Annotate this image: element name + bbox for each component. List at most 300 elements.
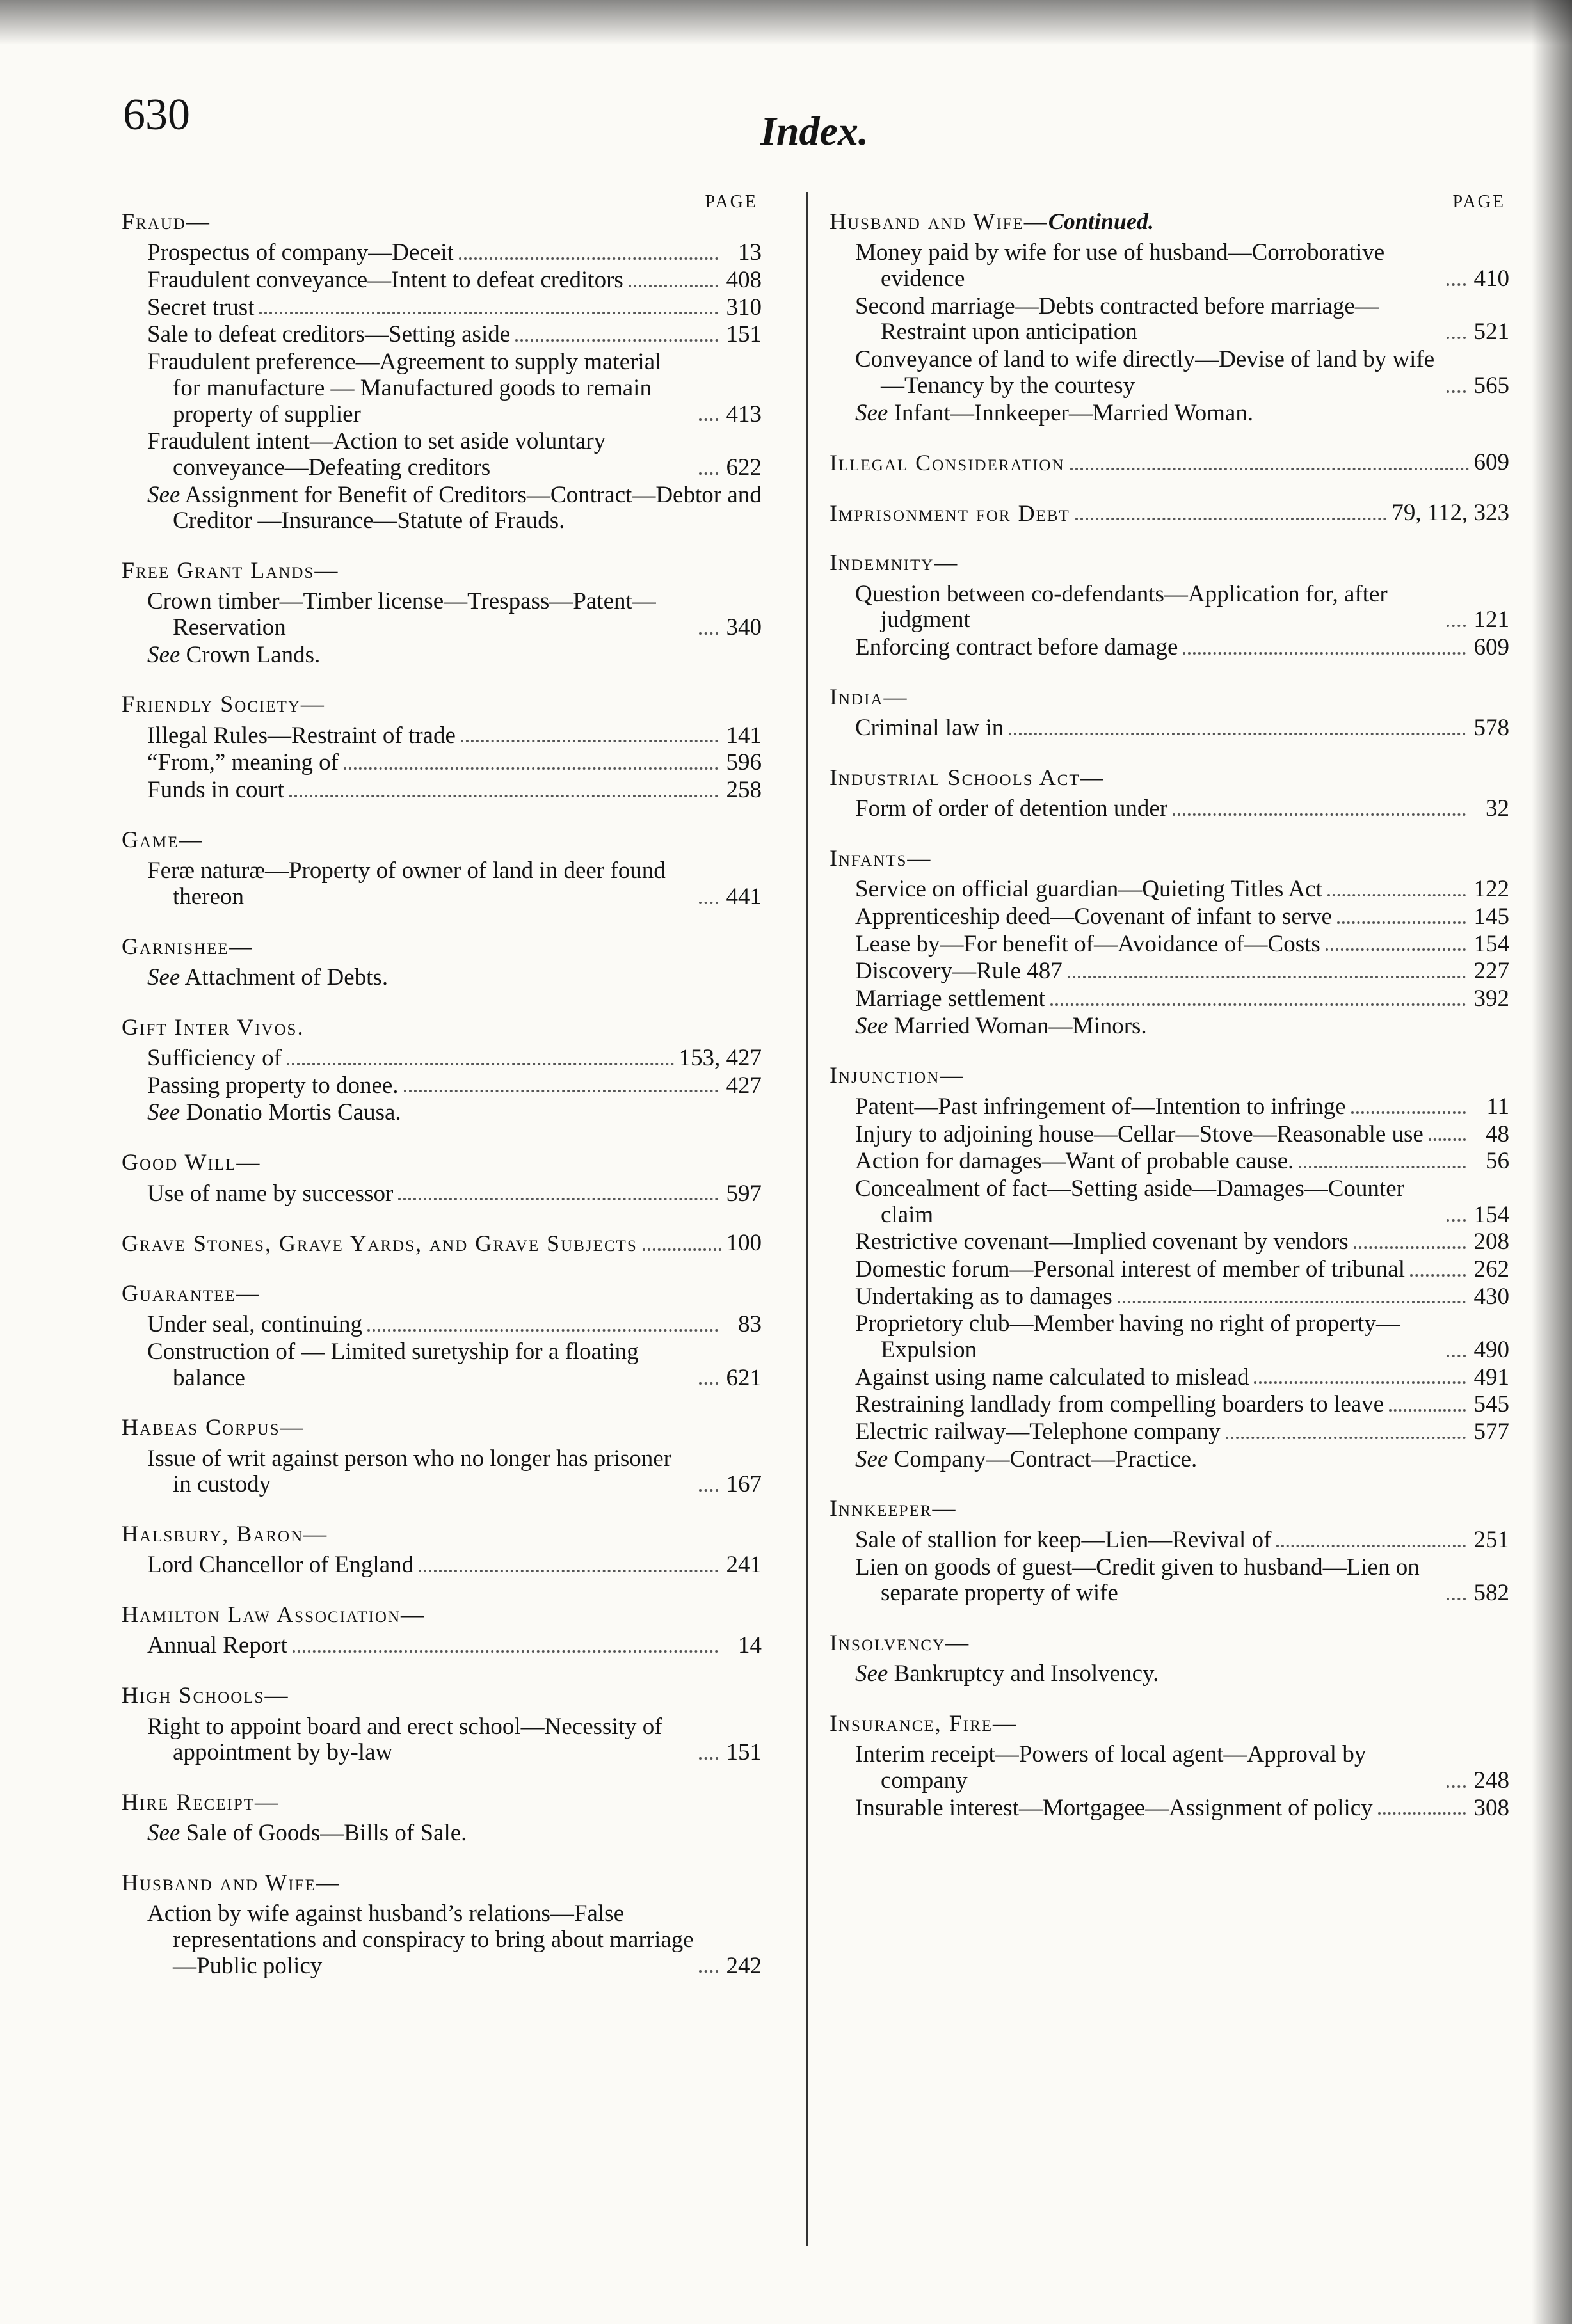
dot-leader — [287, 1063, 674, 1065]
index-entry — [830, 1742, 1509, 1794]
page-reference: 340 — [726, 614, 762, 641]
index-entry-text — [855, 1419, 1221, 1445]
entry-text: Undertaking as to damages — [855, 1283, 1112, 1310]
index-heading-text: Insolvency— — [830, 1629, 970, 1655]
dot-leader — [699, 1970, 718, 1973]
dot-leader — [1447, 1355, 1466, 1357]
dot-leader — [289, 795, 718, 797]
dot-leader — [699, 472, 718, 475]
entry-text: Restrictive covenant—Implied covenant by vendors — [855, 1229, 1349, 1255]
index-entry-text — [147, 1552, 413, 1579]
index-heading-text: Friendly Society— — [122, 691, 325, 717]
dot-leader — [643, 1248, 721, 1251]
index-entry — [122, 1100, 762, 1126]
index-entry — [830, 1311, 1509, 1363]
page-number: 630 — [123, 90, 190, 139]
index-heading — [122, 1789, 762, 1815]
index-entry-text — [147, 1181, 393, 1207]
index-entry — [122, 1633, 762, 1659]
see-reference-text: Crown Lands. — [186, 641, 321, 668]
index-heading — [830, 1630, 1509, 1656]
index-entry-text — [147, 1046, 282, 1072]
page-reference: 430 — [1473, 1283, 1509, 1310]
index-entry-text — [855, 1447, 1509, 1473]
index-entry-text — [147, 1820, 762, 1847]
dot-leader — [1447, 390, 1466, 393]
index-heading — [830, 845, 1509, 872]
index-entry — [122, 349, 762, 427]
entry-text: Illegal Rules—Restraint of trade — [147, 722, 456, 749]
entry-text: Passing property to donee. — [147, 1072, 399, 1099]
entry-text: Concealment of fact—Setting aside—Damages—Counter claim — [855, 1175, 1404, 1228]
index-heading-text: Innkeeper— — [830, 1495, 957, 1522]
index-heading-text: Indemnity— — [830, 550, 959, 576]
page-reference: 441 — [726, 883, 762, 910]
index-entry — [122, 1181, 762, 1207]
entry-text: Insurable interest—Mortgagee—Assignment of policy — [855, 1794, 1373, 1821]
index-heading-text: Imprisonment for Debt — [830, 500, 1070, 526]
index-entry-text — [147, 1446, 694, 1498]
dot-leader — [1378, 1812, 1466, 1815]
index-entry-text — [147, 349, 694, 427]
see-reference-label: See — [855, 1012, 888, 1039]
dot-leader — [1337, 921, 1466, 924]
entry-text: Discovery—Rule 487 — [855, 958, 1063, 985]
index-heading — [122, 827, 762, 853]
index-entry — [830, 932, 1509, 958]
page-reference: 308 — [1473, 1794, 1509, 1821]
page-reference: 521 — [1473, 319, 1509, 346]
index-heading — [122, 557, 762, 584]
index-entry — [122, 1552, 762, 1579]
index-heading — [122, 1602, 762, 1628]
dot-leader — [1326, 948, 1466, 951]
dot-leader — [1183, 652, 1466, 655]
entry-text: “From,” meaning of — [147, 749, 339, 776]
index-entry — [830, 1014, 1509, 1040]
see-reference-text: Bankruptcy and Insolvency. — [894, 1660, 1159, 1687]
index-heading — [830, 209, 1509, 235]
index-entry — [830, 904, 1509, 930]
dot-leader — [1447, 1785, 1466, 1788]
index-heading-text: Insurance, Fire— — [830, 1710, 1018, 1736]
dot-leader — [699, 1382, 718, 1385]
see-reference-text: Assignment for Benefit of Creditors—Contract—Debtor and Creditor —Insurance—Statute of Frauds. — [173, 481, 762, 534]
entry-text: Annual Report — [147, 1632, 287, 1659]
page-reference: 79, 112, 323 — [1392, 499, 1509, 526]
index-entry-text — [855, 1365, 1249, 1391]
page-reference: 410 — [1473, 266, 1509, 292]
page-reference: 310 — [726, 294, 762, 321]
entry-text: Criminal law in — [855, 715, 1004, 742]
dot-leader — [367, 1329, 718, 1332]
dot-leader — [459, 257, 718, 260]
index-entry — [830, 1176, 1509, 1228]
page-reference: 121 — [1473, 607, 1509, 633]
index-entry-text — [147, 240, 454, 266]
entry-text: Service on official guardian—Quieting Titles Act — [855, 876, 1322, 903]
index-entry — [122, 240, 762, 266]
index-heading — [122, 209, 762, 235]
see-reference-label: See — [855, 1660, 888, 1687]
dot-leader — [1070, 468, 1469, 470]
dot-leader — [699, 902, 718, 904]
index-entry — [830, 1527, 1509, 1554]
see-reference-label: See — [147, 1820, 180, 1847]
dot-leader — [1050, 1003, 1466, 1006]
index-heading-text: Gift Inter Vivos. — [122, 1014, 305, 1040]
index-entry-text — [855, 294, 1441, 346]
index-entry-text — [147, 1714, 694, 1766]
index-heading-text: Guarantee— — [122, 1280, 261, 1306]
index-entry-text — [147, 1901, 694, 1979]
see-reference-text: Donatio Mortis Causa. — [186, 1099, 401, 1126]
entry-text: Lord Chancellor of England — [147, 1552, 414, 1579]
index-entry — [122, 267, 762, 294]
dot-leader — [293, 1650, 718, 1653]
see-reference-text: Infant—Innkeeper—Married Woman. — [894, 399, 1254, 426]
see-reference-label: See — [855, 1445, 888, 1472]
index-heading — [830, 500, 1509, 527]
index-entry-text — [855, 1311, 1441, 1363]
page-reference: 154 — [1473, 930, 1509, 957]
index-heading-text: India— — [830, 683, 908, 710]
index-entry — [122, 1073, 762, 1099]
index-entry-text — [855, 932, 1320, 958]
page-reference: 392 — [1473, 985, 1509, 1012]
index-heading — [122, 1230, 762, 1257]
entry-text: Issue of writ against person who no longer has prisoner in custody — [147, 1445, 671, 1498]
index-entry-text — [855, 1661, 1509, 1687]
index-entry — [830, 294, 1509, 346]
index-entry — [830, 401, 1509, 427]
page-reference: 609 — [1473, 634, 1509, 661]
page-reference: 83 — [738, 1311, 762, 1338]
see-reference-text: Attachment of Debts. — [184, 964, 389, 991]
index-heading-text: Good Will— — [122, 1149, 261, 1175]
index-heading-text: Illegal Consideration — [830, 450, 1065, 476]
index-entry-text — [147, 723, 456, 749]
index-entry — [830, 1419, 1509, 1445]
entry-text: Interim receipt—Powers of local agent—Approval by company — [855, 1741, 1367, 1794]
dot-leader — [1354, 1246, 1466, 1249]
index-entry — [830, 1392, 1509, 1418]
page-reference: 153, 427 — [678, 1045, 762, 1072]
page-reference: 491 — [1473, 1364, 1509, 1390]
dot-leader — [1075, 518, 1387, 520]
index-heading — [830, 1062, 1509, 1088]
index-heading-text: Hire Receipt— — [122, 1788, 279, 1815]
index-heading-text: Industrial Schools Act— — [830, 764, 1105, 790]
entry-text: Action by wife against husband’s relations—False representations and conspiracy to bring about marriage—Public policy — [147, 1900, 694, 1979]
entry-text: Against using name calculated to mislead — [855, 1364, 1249, 1390]
index-heading-text: Habeas Corpus— — [122, 1414, 305, 1440]
index-heading — [122, 1870, 762, 1896]
page-reference: 609 — [1473, 449, 1509, 476]
dot-leader — [1447, 337, 1466, 339]
index-heading — [122, 1682, 762, 1708]
entry-text: Secret trust — [147, 294, 255, 321]
page-reference: 578 — [1473, 715, 1509, 742]
entry-text: Action for damages—Want of probable cause. — [855, 1148, 1294, 1175]
index-entry-text — [855, 796, 1167, 822]
dot-leader — [1276, 1545, 1466, 1547]
index-heading — [830, 449, 1509, 477]
page-reference: 14 — [738, 1632, 762, 1659]
index-entry — [122, 1714, 762, 1766]
index-heading — [830, 765, 1509, 791]
page-reference: 413 — [726, 401, 762, 427]
index-entry — [122, 1446, 762, 1498]
page-reference: 141 — [726, 722, 762, 749]
dot-leader — [1447, 1598, 1466, 1600]
running-title: Index. — [760, 108, 869, 154]
dot-leader — [699, 1757, 718, 1760]
page-column-label: PAGE — [705, 192, 758, 212]
index-heading-text: Grave Stones, Grave Yards, and Grave Subjects — [122, 1230, 638, 1257]
index-entry — [122, 1046, 762, 1072]
entry-text: Construction of — Limited suretyship for a floating balance — [147, 1338, 639, 1391]
index-entry — [122, 1901, 762, 1979]
index-entry — [830, 347, 1509, 399]
index-entry-text — [855, 1094, 1346, 1120]
index-heading — [122, 1149, 762, 1175]
index-entry-text — [855, 635, 1178, 661]
index-heading-text: Husband and Wife— — [122, 1870, 341, 1895]
index-entry — [830, 1447, 1509, 1473]
page-reference: 545 — [1473, 1391, 1509, 1418]
dot-leader — [1327, 894, 1466, 896]
entry-text: Under seal, continuing — [147, 1311, 362, 1338]
index-heading — [122, 1280, 762, 1307]
index-entry-text — [855, 1014, 1509, 1040]
index-entry-text — [147, 750, 339, 776]
index-heading-text: High Schools— — [122, 1682, 289, 1708]
index-heading — [830, 684, 1509, 710]
index-entry — [122, 723, 762, 749]
page-reference: 621 — [726, 1364, 762, 1391]
index-entry — [830, 1365, 1509, 1391]
see-reference-text: Company—Contract—Practice. — [894, 1445, 1198, 1472]
index-column-left — [122, 192, 762, 1980]
index-entry-text — [855, 1176, 1441, 1228]
dot-leader — [1429, 1138, 1466, 1141]
dot-leader — [1226, 1437, 1466, 1439]
entry-text: Fraudulent preference—Agreement to supply material for manufacture — Manufactured goods to remain property of supplier — [147, 349, 662, 427]
index-entry-text — [855, 401, 1509, 427]
index-entry — [122, 482, 762, 534]
page-reference: 251 — [1473, 1526, 1509, 1553]
index-entry-text — [855, 582, 1441, 633]
index-entry-text — [855, 1392, 1384, 1418]
index-entry-text — [147, 1073, 399, 1099]
index-entry — [830, 986, 1509, 1012]
index-entry — [122, 429, 762, 481]
entry-text: Injury to adjoining house—Cellar—Stove—Reasonable use — [855, 1120, 1424, 1147]
index-entry-text — [147, 642, 762, 669]
entry-text: Prospectus of company—Deceit — [147, 239, 454, 266]
index-entry-text — [147, 322, 510, 348]
index-heading-text: Injunction— — [830, 1062, 965, 1088]
dot-leader — [1299, 1166, 1466, 1168]
page-reference: 242 — [726, 1952, 762, 1979]
see-reference-text: Married Woman—Minors. — [894, 1012, 1147, 1039]
index-entry — [830, 1661, 1509, 1687]
index-entry — [122, 858, 762, 910]
index-entry — [830, 796, 1509, 822]
page-reference: 145 — [1473, 903, 1509, 930]
entry-text: Patent—Past infringement of—Intention to infringe — [855, 1093, 1346, 1120]
index-entry — [122, 642, 762, 669]
index-entry-text — [855, 347, 1441, 399]
entry-text: Apprenticeship deed—Covenant of infant to serve — [855, 903, 1332, 930]
index-entry — [122, 750, 762, 776]
see-reference-text: Sale of Goods—Bills of Sale. — [186, 1820, 467, 1847]
index-entry-text — [855, 1229, 1349, 1255]
page-reference: 597 — [726, 1180, 762, 1207]
index-entry — [830, 1094, 1509, 1120]
entry-text: Crown timber—Timber license—Trespass—Patent—Reservation — [147, 588, 656, 641]
page-reference: 13 — [738, 239, 762, 266]
dot-leader — [1254, 1381, 1466, 1384]
entry-text: Lease by—For benefit of—Avoidance of—Costs — [855, 930, 1320, 957]
dot-leader — [1389, 1409, 1466, 1412]
index-entry-text — [147, 482, 762, 534]
index-heading-text: Infants— — [830, 845, 932, 871]
dot-leader — [1351, 1111, 1466, 1114]
index-entry-text — [855, 877, 1322, 903]
entry-text: Sale of stallion for keep—Lien—Revival of — [855, 1526, 1272, 1553]
page-reference: 262 — [1473, 1255, 1509, 1282]
entry-text: Right to appoint board and erect school—Necessity of appointment by by-law — [147, 1713, 662, 1766]
page-reference: 100 — [726, 1230, 762, 1257]
index-entry-text — [855, 904, 1332, 930]
index-entry-text — [147, 295, 254, 321]
page-reference: 490 — [1473, 1337, 1509, 1363]
index-entry — [830, 1122, 1509, 1148]
index-heading-text: Halsbury, Baron— — [122, 1521, 328, 1547]
index-entry-text — [855, 1122, 1424, 1148]
index-entry-text — [855, 1149, 1294, 1175]
page-reference: 167 — [726, 1471, 762, 1498]
index-heading — [122, 1414, 762, 1440]
dot-leader — [1068, 976, 1466, 978]
index-entry — [122, 1820, 762, 1847]
index-heading-text: Game— — [122, 826, 204, 852]
index-entry — [122, 589, 762, 641]
entry-text: Restraining landlady from compelling boarders to leave — [855, 1391, 1384, 1418]
page-reference: 408 — [726, 267, 762, 294]
index-column-right — [830, 192, 1509, 1822]
dot-leader — [404, 1090, 718, 1092]
index-entry — [830, 1555, 1509, 1607]
page-reference: 56 — [1486, 1148, 1509, 1175]
page-reference: 565 — [1473, 372, 1509, 399]
index-entry-text — [855, 240, 1441, 292]
page-reference: 577 — [1473, 1419, 1509, 1445]
page-reference: 227 — [1473, 958, 1509, 985]
index-entry — [830, 635, 1509, 661]
index-entry — [830, 877, 1509, 903]
dot-leader — [699, 418, 718, 421]
entry-text: Electric railway—Telephone company — [855, 1419, 1221, 1445]
page-reference: 151 — [726, 321, 762, 348]
index-entry — [830, 1795, 1509, 1822]
index-entry-text — [147, 1633, 287, 1659]
index-entry-text — [147, 858, 694, 910]
dot-leader — [515, 339, 718, 342]
dot-leader — [629, 285, 718, 287]
entry-text: Sale to defeat creditors—Setting aside — [147, 321, 511, 348]
entry-text: Proprietory club—Member having no right of property—Expulsion — [855, 1310, 1400, 1363]
index-entry-text — [147, 267, 623, 294]
page-reference: 151 — [726, 1739, 762, 1766]
index-heading — [122, 1521, 762, 1547]
index-heading-text: Garnishee— — [122, 933, 253, 959]
entry-text: Second marriage—Debts contracted before marriage—Restraint upon anticipation — [855, 292, 1379, 346]
entry-text: Fraudulent intent—Action to set aside voluntary conveyance—Defeating creditors — [147, 428, 606, 481]
dot-leader — [699, 1489, 718, 1492]
index-entry-text — [147, 777, 284, 804]
dot-leader — [1410, 1274, 1466, 1277]
dot-leader — [1009, 733, 1466, 735]
page-reference: 32 — [1486, 795, 1509, 822]
index-heading — [830, 1710, 1509, 1737]
entry-text: Domestic forum—Personal interest of member of tribunal — [855, 1255, 1406, 1282]
index-entry-text — [147, 429, 694, 481]
page-reference: 48 — [1486, 1120, 1509, 1147]
entry-text: Feræ naturæ—Property of owner of land in deer found thereon — [147, 857, 666, 910]
see-reference-label: See — [147, 641, 180, 668]
index-entry-text — [855, 1795, 1373, 1822]
index-entry-text — [147, 1312, 362, 1338]
index-entry-text — [855, 1257, 1405, 1283]
see-reference-label: See — [147, 481, 180, 508]
index-heading — [122, 934, 762, 960]
page-reference: 122 — [1473, 876, 1509, 903]
index-entry — [122, 777, 762, 804]
dot-leader — [398, 1198, 718, 1200]
index-heading-text: Fraud— — [122, 209, 211, 234]
page-reference: 596 — [726, 749, 762, 776]
index-entry-text — [855, 1742, 1441, 1794]
index-entry-text — [855, 986, 1045, 1012]
entry-text: Marriage settlement — [855, 985, 1045, 1012]
entry-text: Enforcing contract before damage — [855, 634, 1178, 661]
index-heading — [122, 1014, 762, 1040]
page-reference: 248 — [1473, 1767, 1509, 1794]
index-entry-text — [855, 1284, 1112, 1310]
page-reference: 208 — [1473, 1229, 1509, 1255]
dot-leader — [259, 312, 718, 314]
index-entry-text — [147, 589, 694, 641]
index-entry-text — [855, 959, 1063, 985]
index-heading — [122, 691, 762, 717]
index-entry — [122, 1312, 762, 1338]
entry-text: Sufficiency of — [147, 1045, 282, 1072]
page-reference: 622 — [726, 454, 762, 481]
continued-label: Continued. — [1048, 209, 1154, 234]
index-entry — [830, 959, 1509, 985]
index-entry — [830, 582, 1509, 633]
dot-leader — [1118, 1301, 1466, 1303]
entry-text: Fraudulent conveyance—Intent to defeat creditors — [147, 267, 623, 294]
dot-leader — [419, 1570, 718, 1572]
index-entry-text — [855, 1555, 1441, 1607]
index-entry-text — [147, 965, 762, 991]
index-entry-text — [147, 1339, 694, 1391]
page-reference: 241 — [726, 1552, 762, 1579]
